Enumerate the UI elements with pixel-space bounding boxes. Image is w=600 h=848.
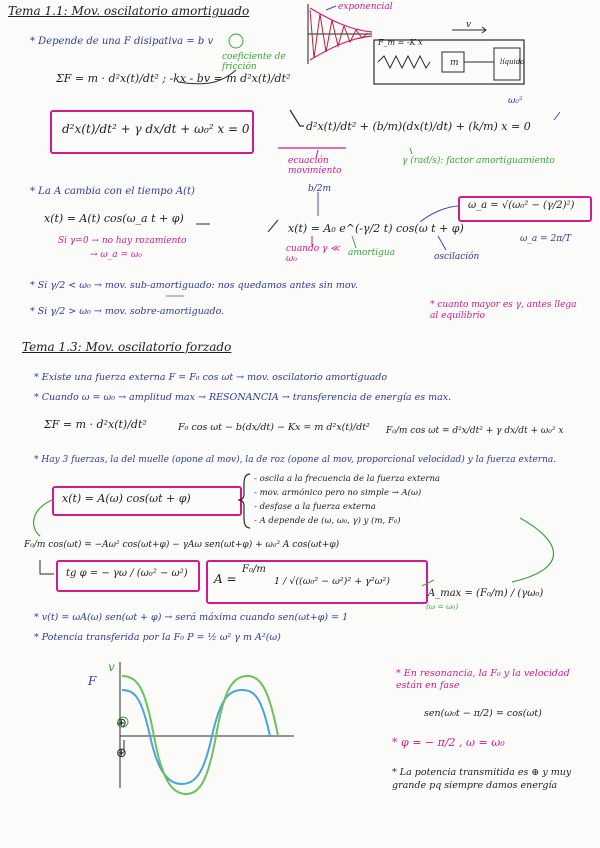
b-over-2m-label: b/2m	[308, 184, 332, 194]
graph-note1-equation: sen(ω₀t − π/2) = cos(ωt)	[424, 708, 542, 719]
tan-phi-equation: tg φ = − γω / (ω₀² − ω²)	[66, 568, 188, 579]
graph-note1: * En resonancia, la F₀ y la velocidad están en fase	[396, 668, 570, 691]
depende-line: * Depende de una F disipativa = b v	[30, 36, 214, 47]
mass-label: m	[450, 58, 459, 68]
spring-mass-diagram	[374, 27, 524, 84]
brace-item-2: - mov. armónico pero no simple → A(ω)	[254, 488, 422, 498]
sobre-amortiguado-line: * Si γ/2 > ω₀ → mov. sobre-amortiguado.	[30, 306, 225, 317]
resonancia-line: * Cuando ω = ω₀ → amplitud max → RESONANCIA → transferencia de energía es max.	[34, 392, 452, 403]
xt-equation: x(t) = A(t) cos(ω_a t + φ)	[44, 212, 184, 225]
amax-condition: (ω = ω₀)	[426, 602, 459, 611]
velocity-label: v	[466, 20, 472, 30]
spring-force-label: F_m = -K x	[378, 38, 423, 47]
ecuacion-movimiento-note: ecuación movimiento	[288, 156, 342, 176]
graph-plus-bottom: ⊕	[116, 746, 127, 761]
oscilacion-note: oscilación	[434, 252, 480, 262]
forced-equation: F₀ cos ωt − b(dx/dt) − Kx = m d²x(t)/dt²	[178, 422, 370, 433]
graph-v-label: v	[108, 660, 115, 674]
sub-amortiguado-line: * Si γ/2 < ω₀ → mov. sub-amortiguado: nos quedamos antes sin mov.	[30, 280, 358, 291]
amortigua-note: amortigua	[348, 248, 396, 258]
sum-f2-equation: ΣF = m · d²x(t)/dt²	[44, 418, 147, 431]
wa-period: ω_a = 2π/T	[520, 234, 572, 244]
forced-equation-right: F₀/m cos ωt = d²x/dt² + γ dx/dt + ω₀² x	[386, 426, 564, 436]
si-gamma0-note: Si γ=0 → no hay rozamiento	[58, 236, 187, 246]
brace-item-1: - oscila a la frecuencia de la fuerza externa	[254, 474, 441, 484]
hay3-line: * Hay 3 fuerzas, la del muelle (opone al mov), la de roz (opone al mov, proporcional velocidad) y la fuerza externa.	[34, 455, 557, 465]
omega0-sq-label: ω₀²	[508, 96, 523, 106]
cuanto-mayor-note: * cuanto mayor es γ, antes llega al equilibrio	[430, 300, 577, 321]
graph-note3: * La potencia transmitida es ⊕ y muy grande pq siempre damos energía	[392, 767, 572, 791]
brace-item-4: - A depende de (ω, ω₀, γ) y (m, F₀)	[254, 516, 401, 526]
coef-friccion-note: coeficiente de fricción	[222, 52, 286, 72]
velocity-line: * v(t) = ωA(ω) sen(ωt + φ) → será máxima cuando sen(ωt+φ) = 1	[34, 612, 349, 623]
substituted-equation: F₀/m cos(ωt) = −Aω² cos(ωt+φ) − γAω sen(ωt+φ) + ω₀² A cos(ωt+φ)	[24, 540, 340, 550]
graph-note2: * φ = − π/2 , ω = ω₀	[392, 736, 505, 749]
amax-equation: A_max = (F₀/m) / (γω₀)	[428, 588, 544, 599]
gamma-note: γ (rad/s): factor amortiguamiento	[402, 156, 555, 166]
liquid-label: líquido	[500, 58, 525, 66]
resonance-graph	[118, 662, 294, 794]
xt-exp-equation: x(t) = A₀ e^(-γ/2 t) cos(ω t + φ)	[288, 222, 464, 235]
graph-f-label: F	[88, 674, 97, 688]
amplitude-fraction: 1 / √((ω₀² − ω²)² + γ²ω²)	[274, 576, 390, 587]
amplitude-changes-line: * La A cambia con el tiempo A(t)	[30, 186, 195, 197]
cuando-gamma-note: cuando γ ≪ ω₀	[286, 244, 340, 264]
bv-circle	[229, 34, 243, 48]
xt-forced-equation: x(t) = A(ω) cos(ωt + φ)	[62, 492, 191, 505]
amplitude-lhs: A =	[214, 572, 237, 586]
omega-equal-note: → ω_a = ω₀	[90, 250, 142, 260]
fuerza-externa-line: * Existe una fuerza externa F = F₀ cos ωt → mov. oscilatorio amortiguado	[34, 372, 388, 383]
brace-item-3: - desfase a la fuerza externa	[254, 502, 376, 512]
graph-plus-top: ⊕	[116, 716, 127, 731]
exponencial-label: exponencial	[338, 2, 393, 12]
potencia-line: * Potencia transferida por la F₀ P = ½ ω² γ m A²(ω)	[34, 632, 281, 643]
diff-eq-right: d²x(t)/dt² + (b/m)(dx(t)/dt) + (k/m) x = 0	[306, 120, 531, 133]
diff-eq-boxed: d²x(t)/dt² + γ dx/dt + ω₀² x = 0	[62, 122, 250, 136]
damped-oscillation-sketch	[308, 4, 372, 64]
sum-f-equation: ΣF = m · d²x(t)/dt² ; -kx - bv = m d²x(t)/dt²	[56, 72, 291, 85]
tema13-title: Tema 1.3: Mov. oscilatorio forzado	[22, 340, 232, 354]
amplitude-numerator: F₀/m	[242, 564, 266, 575]
tema11-title: Tema 1.1: Mov. oscilatorio amortiguado	[8, 4, 250, 18]
wa-formula: ω_a = √(ω₀² − (γ/2)²)	[468, 200, 575, 211]
